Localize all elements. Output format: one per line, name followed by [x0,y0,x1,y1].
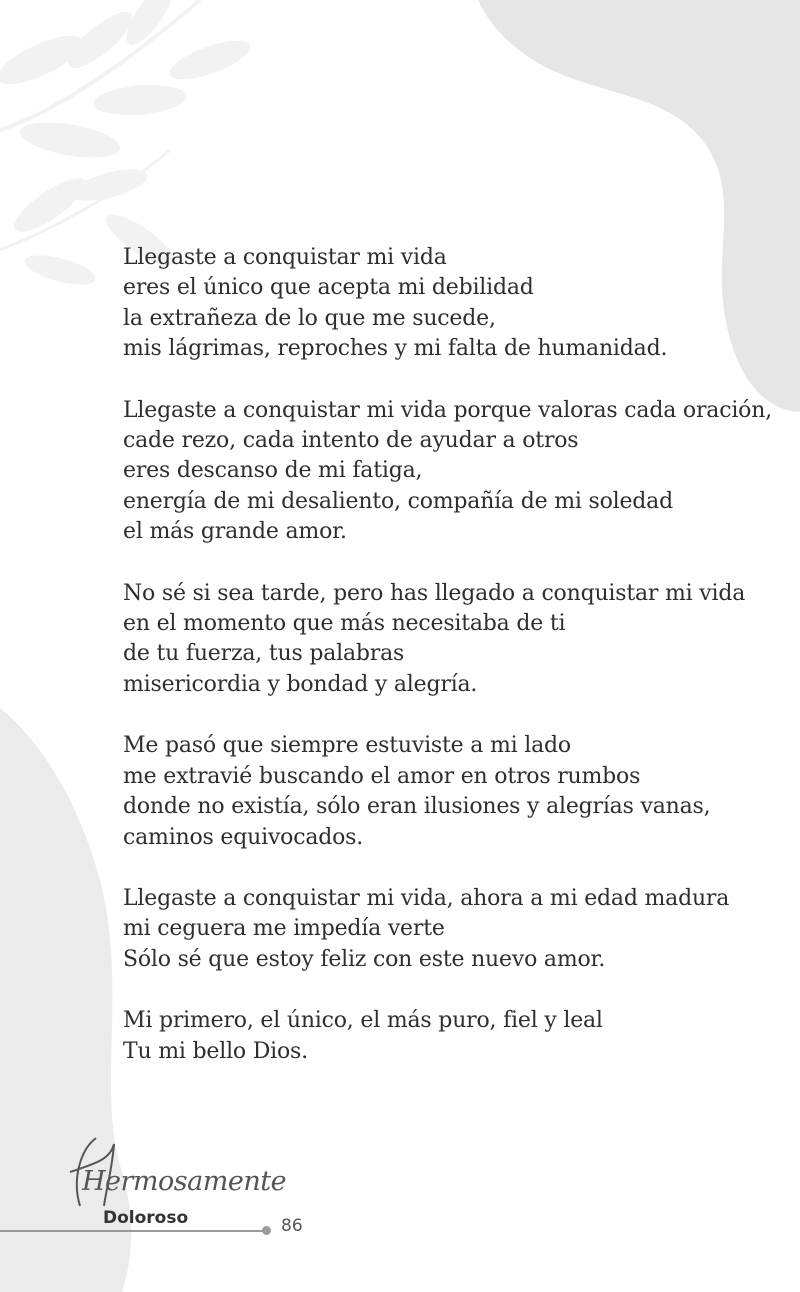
stanza [123,884,793,975]
poem-line: mis lágrimas, reproches y mi falta de humanidad. [123,336,668,362]
poem-line: Mi primero, el único, el más puro, fiel y leal [123,1008,603,1034]
poem-line: Tu mi bello Dios. [123,1038,308,1064]
poem-line: me extravié buscando el amor en otros rumbos [123,763,641,789]
poem-line: caminos equivocados. [123,824,364,850]
poem-line: cade rezo, cada intento de ayudar a otros [123,428,579,454]
poem-line: en el momento que más necesitaba de ti [123,611,566,637]
stanza [123,579,793,701]
logo-subtitle: Doloroso [103,1208,189,1228]
poem-line: No sé si sea tarde, pero has llegado a conquistar mi vida [123,580,746,606]
footer-dot [262,1226,271,1235]
poem-line: energía de mi desaliento, compañía de mi soledad [123,488,673,514]
poem-line: la extrañeza de lo que me sucede, [123,305,496,331]
stanza [123,243,793,365]
poem-line: Llegaste a conquistar mi vida, ahora a mi edad madura [123,885,730,911]
page-number: 86 [281,1216,303,1236]
poem-line: Llegaste a conquistar mi vida porque valoras cada oración, [123,397,772,423]
poem-line: eres descanso de mi fatiga, [123,458,423,484]
poem-line: eres el único que acepta mi debilidad [123,275,534,301]
poem-line: el más grande amor. [123,519,347,545]
poem-body [123,243,793,1098]
stanza [123,1006,793,1067]
stanza [123,731,793,853]
poem-line: Me pasó que siempre estuviste a mi lado [123,733,571,759]
logo-script-text: Hermosamente [82,1166,287,1197]
footer-rule [0,1230,264,1232]
stanza [123,396,793,548]
poem-line: donde no existía, sólo eran ilusiones y alegrías vanas, [123,794,711,820]
poem-line: Llegaste a conquistar mi vida [123,245,447,270]
poem-line: misericordia y bondad y alegría. [123,671,478,697]
poem-line: Sólo sé que estoy feliz con este nuevo amor. [123,946,606,972]
poem-line: mi ceguera me impedía verte [123,916,445,942]
poem-line: de tu fuerza, tus palabras [123,641,405,667]
